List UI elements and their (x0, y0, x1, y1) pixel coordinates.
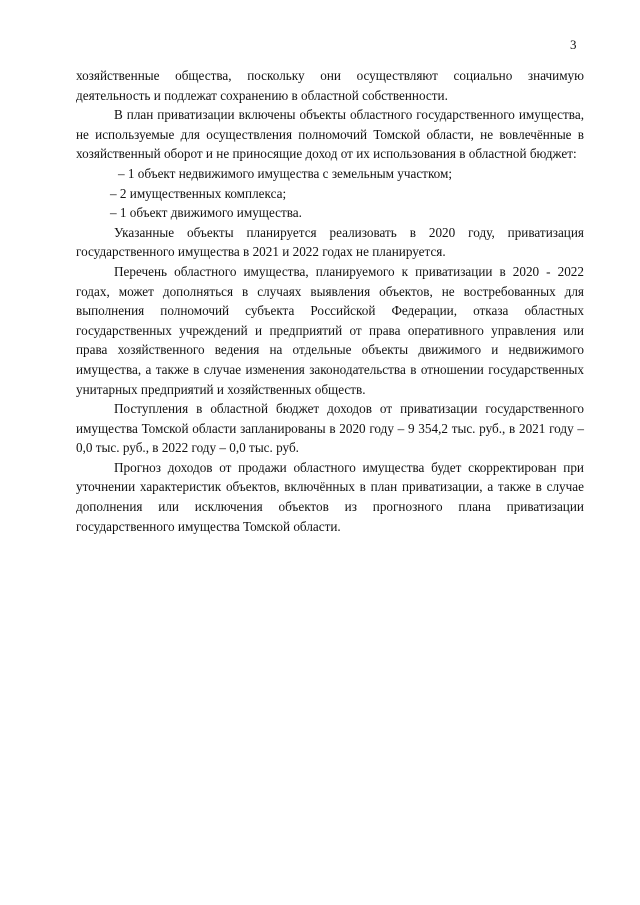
list-item-real-estate: – 1 объект недвижимого имущества с земельным участком; (118, 165, 453, 181)
paragraph-privatization-plan: В план приватизации включены объекты областного государственного имущества, не используемые для осуществления полномочий Томской области, не вовлечённые в хозяйственный оборот и не приносящие доход от их использования в областной бюджет: (76, 107, 584, 162)
page-number: 3 (570, 37, 577, 52)
paragraph-budget-revenue: Поступления в областной бюджет доходов от приватизации государственного имущества Томской области запланированы в 2020 году – 9 354,2 тыс. руб., в 2021 году – 0,0 тыс. руб., в 2022 году – 0,0 тыс. руб. (76, 401, 584, 456)
paragraph-sale-schedule: Указанные объекты планируется реализовать в 2020 году, приватизация государственного имущества в 2021 и 2022 годах не планируется. (76, 224, 584, 260)
list-item-property-complexes: – 2 имущественных комплекса; (110, 185, 287, 201)
paragraph-property-list: Перечень областного имущества, планируемого к приватизации в 2020 - 2022 годах, может дополняться в случаях выявления объектов, не востребованных для выполнения полномочий субъекта Российской Федерации, отказа областных государственных учреждений и предприятий от права оперативного управления или права хозяйственного ведения на отдельные объекты движимого и недвижимого имущества, а также в случае изменения законодательства в отношении государственных унитарных предприятий и хозяйственных обществ. (76, 263, 584, 397)
list-item-movable-property: – 1 объект движимого имущества. (110, 205, 302, 221)
document-body (76, 66, 584, 536)
paragraph-revenue-forecast: Прогноз доходов от продажи областного имущества будет скорректирован при уточнении характеристик объектов, включённых в план приватизации, а также в случае дополнения или исключения объектов из прогнозного плана приватизации государственного имущества Томской области. (76, 459, 584, 534)
paragraph-continuation: хозяйственные общества, поскольку они осуществляют социально значимую деятельность и подлежат сохранению в областной собственности. (76, 68, 584, 103)
